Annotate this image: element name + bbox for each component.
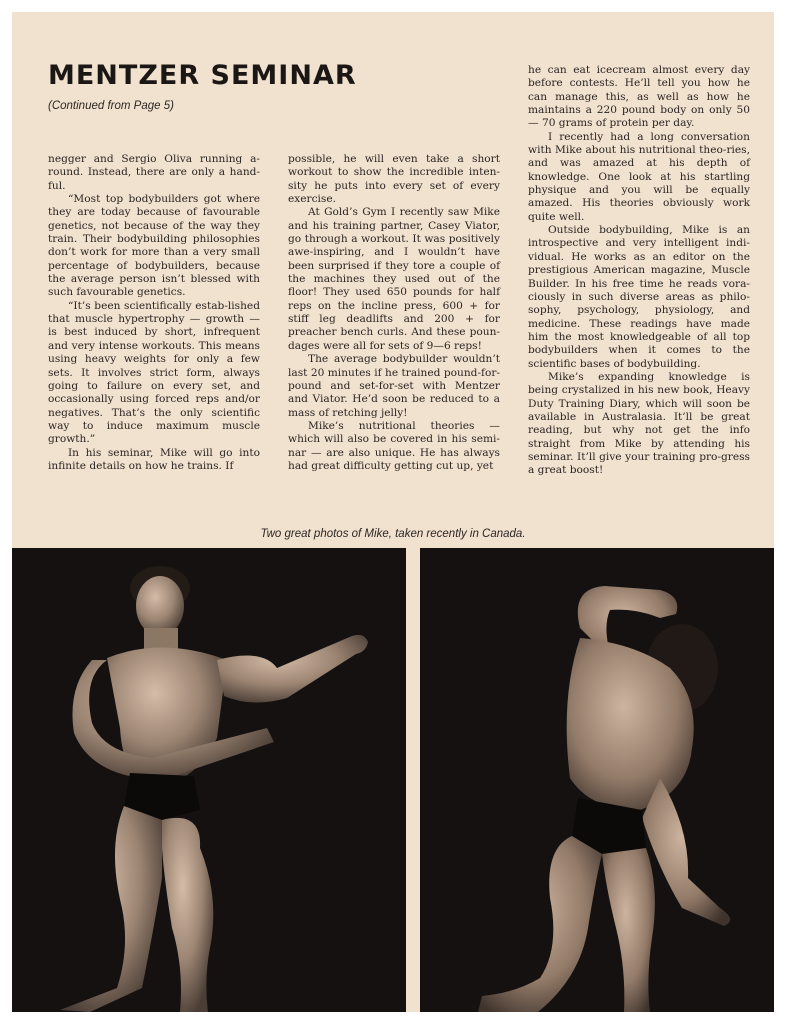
paragraph: he can eat icecream almost every day before contests. He’ll tell you how he can manage this, as well as how he maintains a 220 pound body on only 50 — 70 grams of protein per day. — [528, 64, 750, 130]
paragraph: possible, he will even take a short workout to show the incredible inten-sity he puts into every set of every exercise. — [288, 153, 500, 206]
text-column-1 — [48, 153, 260, 473]
paragraph: “Most top bodybuilders got where they are today because of favourable genetics, not because of the way they train. Their bodybuilding philosophies don’t work for more than a very small percentage of bodybuilders, because the average person isn’t blessed with such favourable genetics. — [48, 193, 260, 299]
photo-caption: Two great photos of Mike, taken recently in Canada. — [260, 528, 526, 540]
photo-front-pose — [12, 548, 406, 1012]
text-column-2 — [288, 153, 500, 473]
paragraph: “It’s been scientifically estab-lished that muscle hypertrophy — growth — is best induced by short, infrequent and very intense workouts. This means using heavy weights for only a few sets. It involves strict form, always going to failure on every set, and occasionally using forced reps and/or negatives. That’s the only scientific way to induce maximum muscle growth.” — [48, 299, 260, 446]
paragraph: I recently had a long conversation with Mike about his nutritional theo-ries, and was amazed at his depth of knowledge. One look at his startling physique and you will be equally amazed. His theories obviously work quite well. — [528, 130, 750, 223]
magazine-page — [12, 12, 774, 1012]
bodybuilder-back-silhouette — [420, 548, 774, 1012]
article-headline: MENTZER SEMINAR — [48, 60, 357, 91]
photo-back-pose — [420, 548, 774, 1012]
continued-note: (Continued from Page 5) — [48, 100, 174, 112]
paragraph: At Gold’s Gym I recently saw Mike and his training partner, Casey Viator, go through a workout. It was positively awe-inspiring, and I wouldn’t have been surprised if they tore a couple of the machines they used out of the floor! They used 650 pounds for half reps on the incline press, 600 + for stiff leg deadlifts and 200 + for preacher bench curls. And these poun-dages were all for sets of 9—6 reps! — [288, 206, 500, 352]
paragraph: The average bodybuilder wouldn’t last 20 minutes if he trained pound-for-pound and set-for-set with Mentzer and Viator. He’d soon be reduced to a mass of retching jelly! — [288, 353, 500, 419]
paragraph: Mike’s expanding knowledge is being crystalized in his new book, Heavy Duty Training Diary, which will soon be available in Australasia. It’ll be great reading, but why not get the info straight from Mike by attending his seminar. It’ll give your training pro-gress a great boost! — [528, 370, 750, 477]
text-column-3 — [528, 64, 750, 478]
bodybuilder-front-silhouette — [12, 548, 406, 1012]
paragraph: Mike’s nutritional theories — which will also be covered in his semi-nar — are also unique. He has always had great difficulty getting cut up, yet — [288, 419, 500, 472]
paragraph: In his seminar, Mike will go into infinite details on how he trains. If — [48, 446, 260, 472]
paragraph: Outside bodybuilding, Mike is an introspective and very intelligent indi-vidual. He works as an editor on the prestigious American magazine, Muscle Builder. In his free time he reads vora-ciously in such diverse areas as philo-sophy, psychology, physiology, and medicine. These readings have made him the most knowledgeable of all top bodybuilders when it comes to the scientific bases of bodybuilding. — [528, 224, 750, 370]
paragraph: negger and Sergio Oliva running a-round. Instead, there are only a hand-ful. — [48, 153, 260, 192]
